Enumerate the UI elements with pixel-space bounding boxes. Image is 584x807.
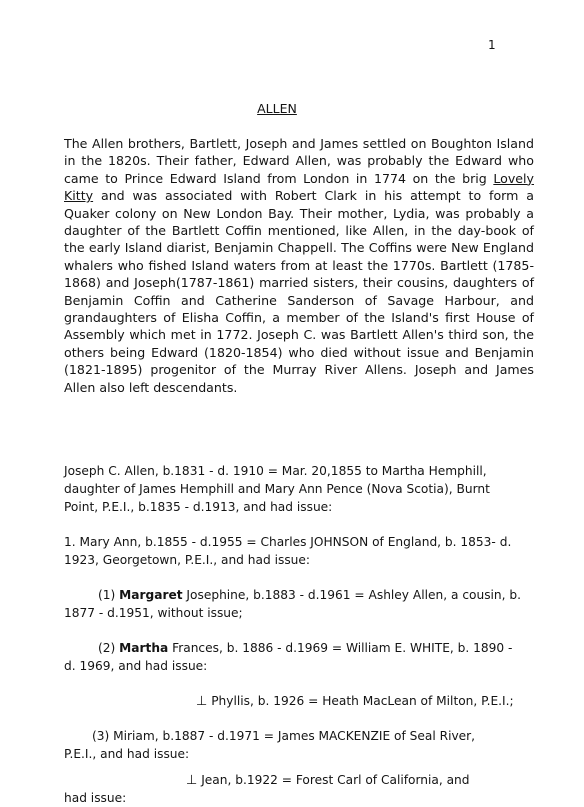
entry-jean-line1 <box>186 772 470 789</box>
entry-martha-name: Martha <box>119 641 169 655</box>
entry-joseph-line2: daughter of James Hemphill and Mary Ann Pence (Nova Scotia), Burnt <box>64 482 490 496</box>
entry-martha-line1 <box>98 640 512 657</box>
entry-phyllis-text: Phyllis, b. 1926 = Heath MacLean of Milton, P.E.I.; <box>207 694 514 708</box>
page-number: 1 <box>488 38 496 52</box>
entry-margaret-line1 <box>98 587 521 604</box>
entry-martha-number: (2) <box>98 641 120 655</box>
entry-joseph-line3: Point, P.E.I., b.1835 - d.1913, and had issue: <box>64 500 333 514</box>
entry-margaret-line2: 1877 - d.1951, without issue; <box>64 606 243 620</box>
entry-martha-line2: d. 1969, and had issue: <box>64 659 208 673</box>
entry-martha-rest: Frances, b. 1886 - d.1969 = William E. WHITE, b. 1890 - <box>168 641 513 655</box>
intro-paragraph <box>64 135 534 396</box>
entry-margaret-number: (1) <box>98 588 120 602</box>
entry-phyllis <box>196 693 514 710</box>
entry-jean-text: Jean, b.1922 = Forest Carl of California, and <box>197 773 470 787</box>
entry-mary-ann-line2: 1923, Georgetown, P.E.I., and had issue: <box>64 553 311 567</box>
intro-text-end: and was associated with Robert Clark in his attempt to form a Quaker colony on New London Bay. Their mother, Lydia, was probably a daughter of the Bartlett Coffin mentioned, like Allen, in the day-book of the early Island diarist, Benjamin Chappell. The Coffins were New England whalers who fished Island waters from at least the 1770s. Bartlett (1785-1868) and Joseph(1787-1861) married sisters, their cousins, daughters of Benjamin Coffin and Catherine Sanderson of Savage Harbour, and grandaughters of Elisha Coffin, a member of the Island's first House of Assembly which met in 1772. Joseph C. was Bartlett Allen's third son, the others being Edward (1820-1854) who died without issue and Benjamin (1821-1895) progenitor of the Murray River Allens. Joseph and James Allen also left descendants. <box>64 188 534 395</box>
entry-margaret-name: Margaret <box>119 588 183 602</box>
entry-joseph-line1: Joseph C. Allen, b.1831 - d. 1910 = Mar. 20,1855 to Martha Hemphill, <box>64 464 487 478</box>
entry-margaret-rest: Josephine, b.1883 - d.1961 = Ashley Allen, a cousin, b. <box>182 588 522 602</box>
ship-name: Lovely Kitty <box>64 170 534 204</box>
entry-miriam-line2: P.E.I., and had issue: <box>64 747 190 761</box>
perpendicular-symbol: ⊥ <box>196 694 208 709</box>
intro-text-start: The Allen brothers, Bartlett, Joseph and James settled on Boughton Island in the 1820s. Their father, Edward Allen, was probably the Edward who came to Prince Edward Island from London in 1774 on the brig <box>64 136 534 186</box>
perpendicular-symbol: ⊥ <box>186 773 198 788</box>
entry-mary-ann-line1: 1. Mary Ann, b.1855 - d.1955 = Charles JOHNSON of England, b. 1853- d. <box>64 535 512 549</box>
page-title: ALLEN <box>257 101 297 116</box>
entry-jean-line2: had issue: <box>64 791 127 805</box>
entry-miriam-line1: (3) Miriam, b.1887 - d.1971 = James MACKENZIE of Seal River, <box>92 729 476 743</box>
